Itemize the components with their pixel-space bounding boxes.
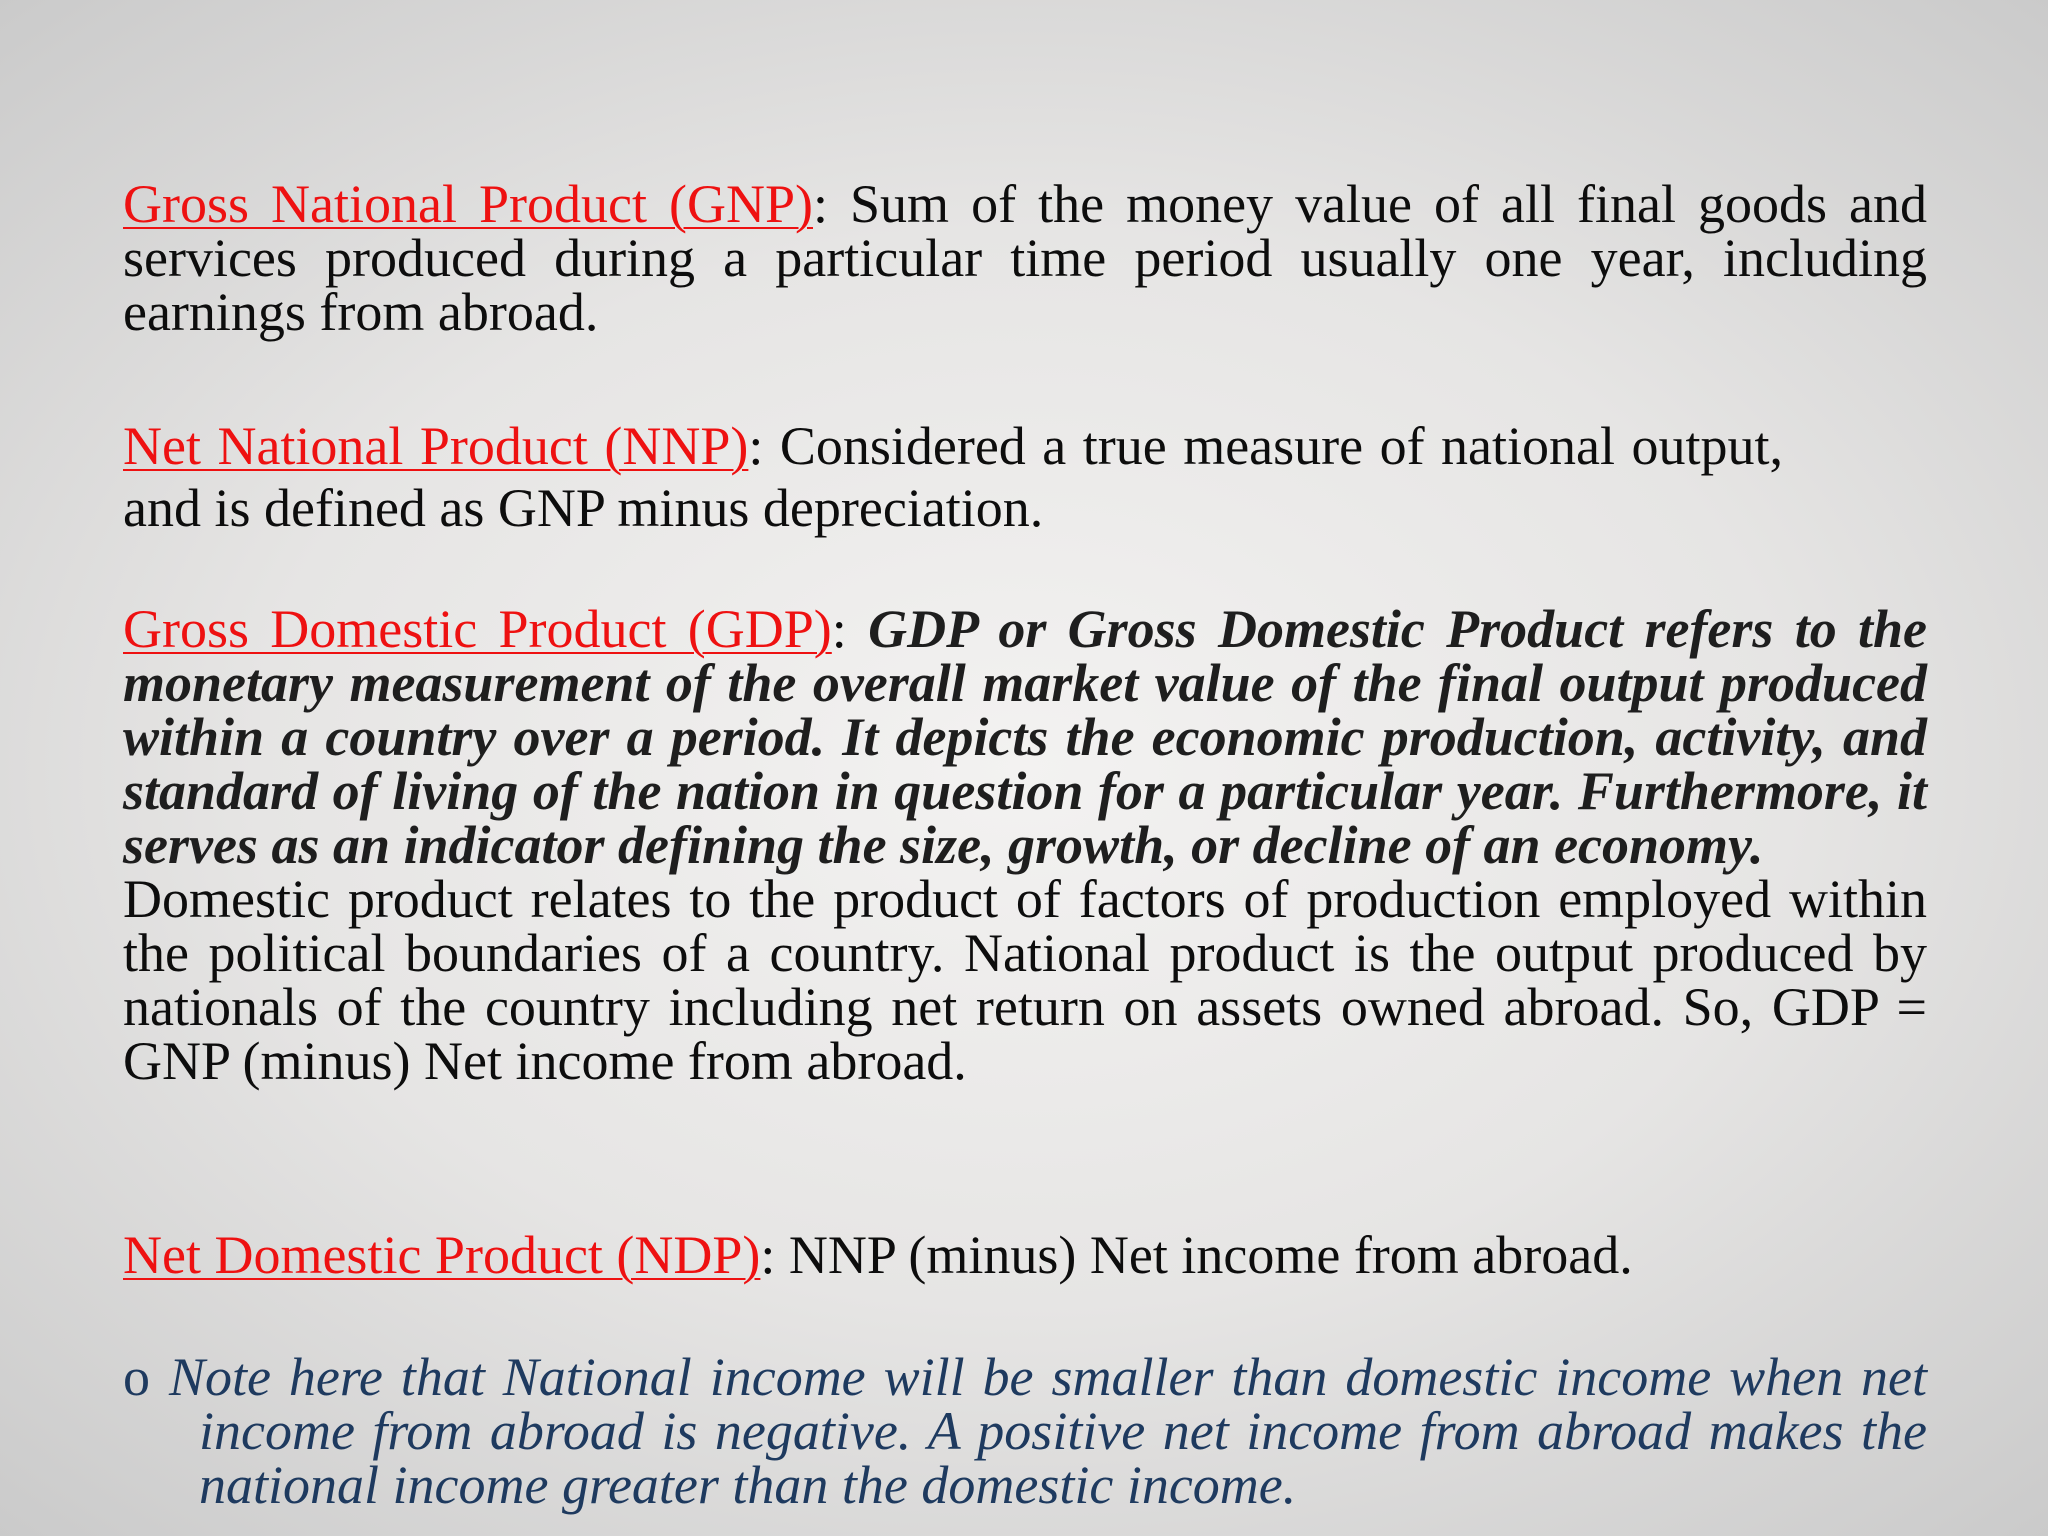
bullet-marker: o [123, 1347, 150, 1407]
slide-content [123, 0, 1927, 1536]
ndp-term: Net Domestic Product (NDP) [123, 1225, 761, 1285]
gdp-term: Gross Domestic Product (GDP) [123, 599, 832, 659]
gnp-term: Gross National Product (GNP) [123, 174, 813, 234]
gnp-body: : Sum of the money value of all final goods and services produced during a particular time period usually one year, including earnings from abroad. [123, 174, 1927, 342]
gdp-body: Domestic product relates to the product of factors of production employed within the political boundaries of a country. National product is the output produced by nationals of the country including net return on assets owned abroad. So, GDP = GNP (minus) Net income from abroad. [123, 869, 1927, 1091]
note-text: Note here that National income will be smaller than domestic income when net income from abroad is negative. A positive net income from abroad makes the national income greater than the domestic income. [169, 1347, 1927, 1515]
nnp-definition [123, 415, 1783, 539]
gnp-definition [123, 174, 1927, 342]
note-bullet-item [123, 1347, 1927, 1515]
gdp-colon: : [831, 599, 869, 659]
gdp-definition [123, 599, 1927, 1091]
gdp-emphasis-block [123, 599, 1927, 875]
ndp-body: : NNP (minus) Net income from abroad. [760, 1225, 1633, 1285]
gdp-emphasis: GDP or Gross Domestic Product refers to the monetary measurement of the overall market value of the final output produced within a country over a period. It depicts the economic production, activity, and standard of living of the nation in question for a particular year. Furthermore, it serves as an indicator defining the size, growth, or decline of an economy. [123, 599, 1927, 875]
nnp-body: : Considered a true measure of national output, and is defined as GNP minus depreciation. [123, 416, 1783, 538]
nnp-term: Net National Product (NNP) [123, 416, 749, 476]
ndp-definition [123, 1225, 1927, 1285]
